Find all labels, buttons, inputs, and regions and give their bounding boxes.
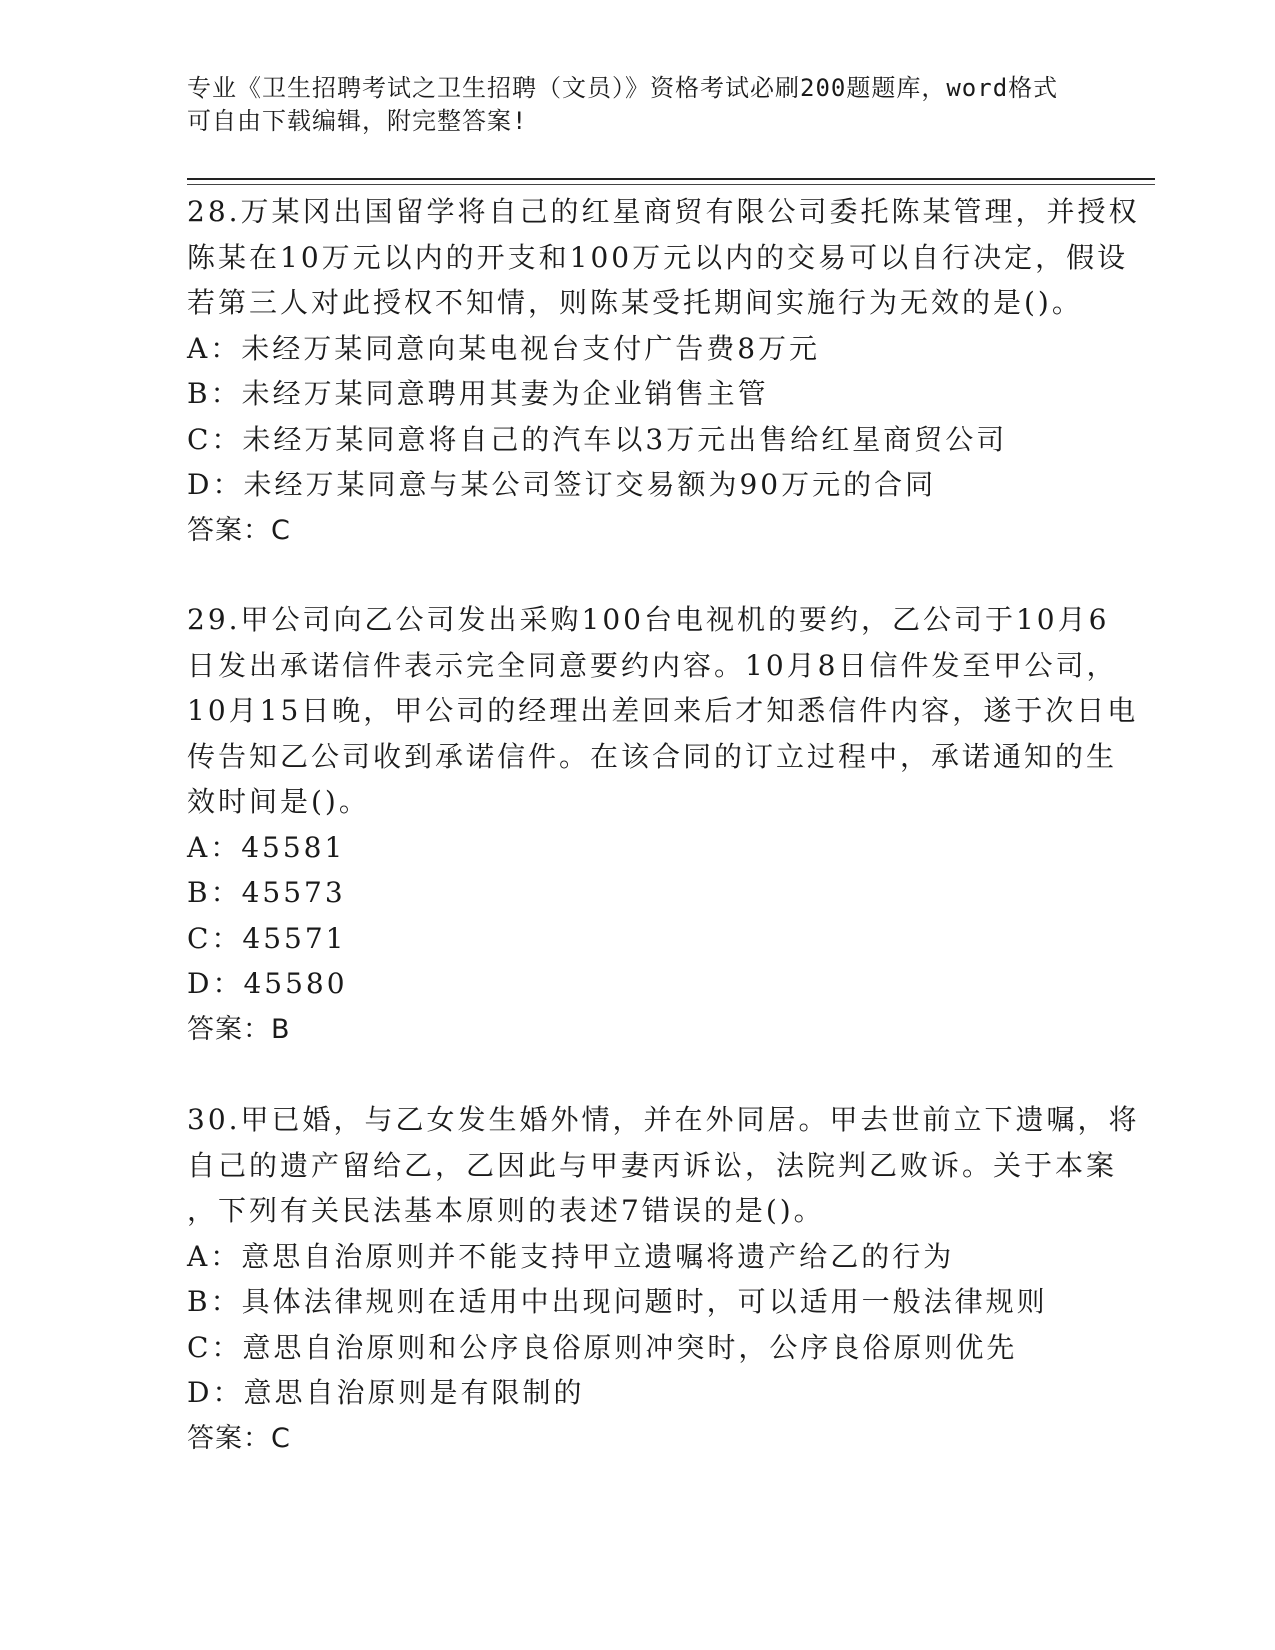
document-header bbox=[187, 72, 1067, 138]
option-c: C：意思自治原则和公序良俗原则冲突时，公序良俗原则优先 bbox=[187, 1330, 1018, 1364]
question-stem-line: 陈某在10万元以内的开支和100万元以内的交易可以自行决定，假设 bbox=[187, 240, 1129, 274]
question-stem-line: 28.万某冈出国留学将自己的红星商贸有限公司委托陈某管理，并授权 bbox=[187, 195, 1140, 228]
header-divider-thin bbox=[187, 184, 1155, 185]
option-a: A：45581 bbox=[187, 830, 346, 864]
option-a: A：未经万某同意向某电视台支付广告费8万元 bbox=[187, 331, 821, 365]
option-c: C：45571 bbox=[187, 921, 347, 955]
question-stem-line: ，下列有关民法基本原则的表述7错误的是()。 bbox=[187, 1194, 825, 1227]
question-stem-line: 10月15日晚，甲公司的经理出差回来后才知悉信件内容，遂于次日电 bbox=[187, 694, 1139, 727]
option-b: B：未经万某同意聘用其妻为企业销售主管 bbox=[187, 377, 769, 410]
answer-line: 答案：C bbox=[187, 1422, 291, 1454]
header-line: 可自由下载编辑，附完整答案! bbox=[187, 107, 528, 135]
question-stem-line: 日发出承诺信件表示完全同意要约内容。10月8日信件发至甲公司， bbox=[187, 648, 1118, 682]
option-d: D：未经万某同意与某公司签订交易额为90万元的合同 bbox=[187, 468, 937, 501]
option-b: B：45573 bbox=[187, 876, 346, 909]
answer-line: 答案：B bbox=[187, 1013, 291, 1045]
option-a: A：意思自治原则并不能支持甲立遗嘱将遗产给乙的行为 bbox=[187, 1239, 955, 1273]
question-stem-line: 效时间是()。 bbox=[187, 785, 370, 818]
option-d: D：意思自治原则是有限制的 bbox=[187, 1376, 585, 1409]
header-divider-thick bbox=[187, 178, 1155, 180]
header-line: 专业《卫生招聘考试之卫生招聘（文员）》资格考试必刷200题题库，word格式 bbox=[187, 74, 1059, 102]
option-d: D：45580 bbox=[187, 967, 348, 1000]
option-c: C：未经万某同意将自己的汽车以3万元出售给红星商贸公司 bbox=[187, 422, 1008, 456]
question-stem-line: 自己的遗产留给乙，乙因此与甲妻丙诉讼，法院判乙败诉。关于本案 bbox=[187, 1148, 1118, 1182]
question-stem-line: 传告知乙公司收到承诺信件。在该合同的订立过程中，承诺通知的生 bbox=[187, 739, 1118, 773]
question-stem-line: 若第三人对此授权不知情，则陈某受托期间实施行为无效的是()。 bbox=[187, 286, 1083, 319]
question-29 bbox=[187, 597, 1139, 1052]
question-28 bbox=[187, 189, 1140, 553]
question-stem-line: 30.甲已婚，与乙女发生婚外情，并在外同居。甲去世前立下遗嘱，将 bbox=[187, 1103, 1140, 1136]
question-30 bbox=[187, 1097, 1140, 1461]
question-stem-line: 29.甲公司向乙公司发出采购100台电视机的要约，乙公司于10月6 bbox=[187, 603, 1110, 636]
answer-line: 答案：C bbox=[187, 514, 291, 546]
option-b: B：具体法律规则在适用中出现问题时，可以适用一般法律规则 bbox=[187, 1285, 1048, 1318]
